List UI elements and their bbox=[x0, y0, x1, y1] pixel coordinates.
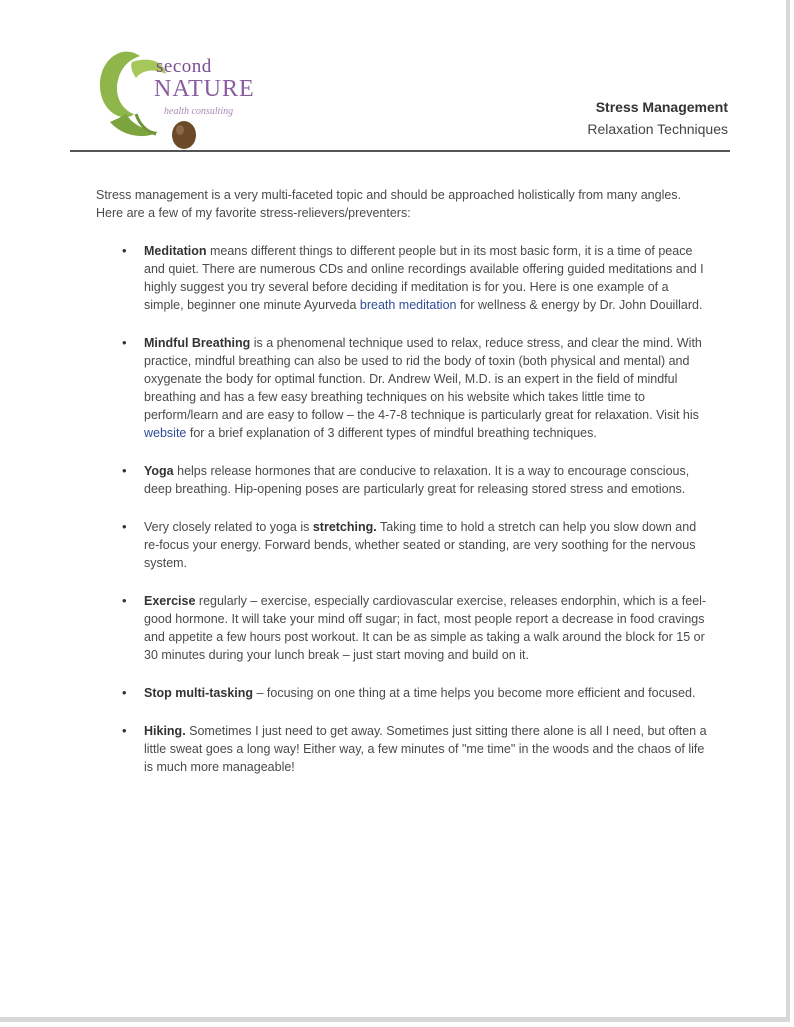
item-text: regularly – exercise, especially cardiovascular exercise, releases endorphin, which is a feel-good hormone. It will take your mind off sugar; in fact, most people report a decrease in food cravings and appetite a few hours post workout. It can be as simple as taking a walk around the block for 15 or 30 minutes during your lunch break – just start moving and build on it. bbox=[144, 594, 707, 662]
item-term: Hiking. bbox=[144, 724, 186, 738]
website-link[interactable]: website bbox=[144, 426, 187, 440]
item-text: is a phenomenal technique used to relax, reduce stress, and clear the mind. With practice, mindful breathing can also be used to rid the body of toxin (both physical and mental) and oxygenate the body for optimal function. Dr. Andrew Weil, M.D. is an expert in the field of mindful breathing and has a few easy breathing techniques on his website which takes little time to perform/learn and are easy to follow – the 4-7-8 technique is particularly great for relaxation. Visit his bbox=[144, 336, 702, 422]
item-text: helps release hormones that are conducive to relaxation. It is a way to encourage conscious, deep breathing. Hip-opening poses are particularly great for releasing stored stress and emotions. bbox=[144, 464, 690, 496]
list-item-meditation bbox=[96, 242, 708, 314]
bullet-icon: • bbox=[122, 723, 127, 738]
document-body bbox=[96, 186, 708, 796]
item-term: Exercise bbox=[144, 594, 196, 608]
list-item-stretching bbox=[96, 518, 708, 572]
item-text: means different things to different people but in its most basic form, it is a time of peace and quiet. There are numerous CDs and online recordings available offering guided meditations and I highly suggest you try several before deciding if meditation is for you. Here is one example of a simple, beginner one minute Ayurveda bbox=[144, 244, 704, 312]
list-item-stop-multitasking bbox=[96, 684, 708, 702]
item-term: stretching. bbox=[312, 520, 377, 534]
bullet-icon: • bbox=[122, 463, 127, 478]
logo-tagline: health consulting bbox=[164, 106, 234, 117]
list-item-hiking bbox=[96, 722, 708, 776]
logo bbox=[92, 40, 262, 155]
bullet-icon: • bbox=[122, 685, 127, 700]
bullet-icon: • bbox=[122, 519, 127, 534]
item-term: Meditation bbox=[144, 244, 207, 258]
list-item-exercise bbox=[96, 592, 708, 664]
item-text: Taking time to hold a stretch can help you slow down and re-focus your energy. Forward bends, whether seated or standing, are very soothing for the nervous system. bbox=[144, 520, 697, 570]
item-text: – focusing on one thing at a time helps you become more efficient and focused. bbox=[253, 686, 696, 700]
list-item-mindful-breathing bbox=[96, 334, 708, 442]
technique-list bbox=[96, 242, 708, 776]
bullet-icon: • bbox=[122, 243, 127, 258]
list-item-yoga bbox=[96, 462, 708, 498]
header-divider bbox=[70, 150, 730, 152]
breath-meditation-link[interactable]: breath meditation bbox=[359, 298, 457, 312]
item-text: for a brief explanation of 3 different types of mindful breathing techniques. bbox=[186, 426, 597, 440]
document-subtitle: Relaxation Techniques bbox=[587, 121, 728, 137]
bullet-icon: • bbox=[122, 335, 127, 350]
logo-nature-text: NATURE bbox=[154, 76, 255, 102]
intro-paragraph: Stress management is a very multi-faceted topic and should be approached holistically from many angles. Here are a few of my favorite stress-relievers/preventers: bbox=[96, 188, 682, 220]
item-term: Mindful Breathing bbox=[144, 336, 251, 350]
logo-second-text: second bbox=[156, 56, 212, 77]
item-text: for wellness & energy by Dr. John Douillard. bbox=[456, 298, 703, 312]
item-text: Sometimes I just need to get away. Sometimes just sitting there alone is all I need, but often a little sweat goes a long way! Either way, a few minutes of "me time" in the woods and the chaos of life is much more manageable! bbox=[144, 724, 707, 774]
document-title: Stress Management bbox=[595, 99, 728, 115]
item-term: Yoga bbox=[144, 464, 174, 478]
item-term: Stop multi-tasking bbox=[144, 686, 254, 700]
bullet-icon: • bbox=[122, 593, 127, 608]
item-lead-text: Very closely related to yoga is bbox=[144, 520, 313, 534]
